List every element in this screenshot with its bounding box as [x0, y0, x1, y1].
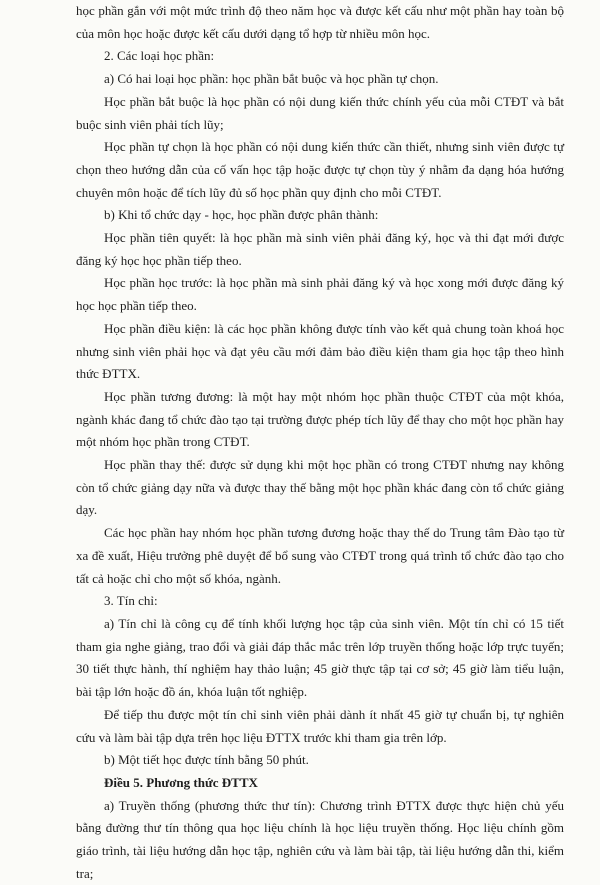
- paragraph: Học phần thay thế: được sử dụng khi một học phần có trong CTĐT nhưng nay không còn tổ chức giảng dạy nữa và được thay thế bằng một học phần khác đang còn tổ chức giảng dạy.: [76, 457, 564, 518]
- paragraph: Để tiếp thu được một tín chỉ sinh viên phải dành ít nhất 45 giờ tự chuẩn bị, tự nghiên cứu và làm bài tập dựa trên học liệu ĐTTX trước khi tham gia trên lớp.: [76, 706, 564, 745]
- paragraph: học phần gắn với một mức trình độ theo năm học và được kết cấu như một phần hay toàn bộ của môn học hoặc được kết cấu dưới dạng tổ hợp từ nhiều môn học.: [76, 3, 564, 41]
- paragraph: Học phần học trước: là học phần mà sinh phải đăng ký và học xong mới được đăng ký học học phần tiếp theo.: [76, 275, 564, 314]
- paragraph: Học phần tiên quyết: là học phần mà sinh viên phải đăng ký, học và thi đạt mới được đăng ký học học phần tiếp theo.: [76, 230, 564, 268]
- paragraph: a) Tín chỉ là công cụ để tính khối lượng học tập của sinh viên. Một tín chỉ có 15 tiết tham gia nghe giảng, trao đổi và giải đáp thắc mắc trên lớp truyền thống hoặc lớp trực tuyến; 30 tiết thực hành, thí nghiệm hay thảo luận; 45 giờ thực tập tại cơ sở; 45 giờ làm tiểu luận, bài tập lớn hoặc đồ án, khóa luận tốt nghiệp.: [76, 615, 564, 700]
- paragraph: b) Một tiết học được tính bằng 50 phút.: [104, 752, 309, 768]
- paragraph: Học phần điều kiện: là các học phần không được tính vào kết quả chung toàn khoá học nhưng sinh viên phải học và đạt yêu cầu mới đảm bảo điều kiện tham gia học tập theo hình thức ĐTTX.: [76, 320, 564, 382]
- paragraph: b) Khi tổ chức dạy - học, học phần được phân thành:: [104, 207, 379, 223]
- paragraph: Học phần tự chọn là học phần có nội dung kiến thức cần thiết, nhưng sinh viên được tự chọn theo hướng dẫn của cố vấn học tập hoặc được tự chọn tùy ý nhằm đa dạng hóa hướng chuyên môn hoặc để tích lũy đủ số học phần quy định cho mỗi CTĐT.: [76, 139, 564, 200]
- document-body: [76, 0, 564, 885]
- section-heading: 2. Các loại học phần:: [104, 48, 215, 64]
- paragraph: Học phần tương đương: là một hay một nhóm học phần thuộc CTĐT của một khóa, ngành khác đang tổ chức đào tạo tại trường được phép tích lũy để thay cho một học phần hay một nhóm học phần trong CTĐT.: [76, 388, 564, 450]
- section-heading: 3. Tín chỉ:: [104, 593, 158, 609]
- article-heading: Điều 5. Phương thức ĐTTX: [104, 774, 258, 790]
- paragraph: a) Truyền thống (phương thức thư tín): Chương trình ĐTTX được thực hiện chủ yếu bằng đường thư tín thông qua học liệu chính là học liệu truyền thống. Học liệu chính gồm giáo trình, tài liệu hướng dẫn học tập, nghiên cứu và làm bài tập, tài liệu hướng dẫn thi, kiểm tra;: [76, 797, 564, 881]
- paragraph: Các học phần hay nhóm học phần tương đương hoặc thay thế do Trung tâm Đào tạo từ xa đề xuất, Hiệu trưởng phê duyệt để bổ sung vào CTĐT trong quá trình tổ chức đào tạo cho tất cả hoặc chỉ cho một số khóa, ngành.: [76, 525, 564, 586]
- margin-stamp-mark: [586, 300, 598, 420]
- paragraph: Học phần bắt buộc là học phần có nội dung kiến thức chính yếu của mỗi CTĐT và bắt buộc sinh viên phải tích lũy;: [76, 93, 564, 132]
- paragraph: a) Có hai loại học phần: học phần bắt buộc và học phần tự chọn.: [104, 71, 439, 87]
